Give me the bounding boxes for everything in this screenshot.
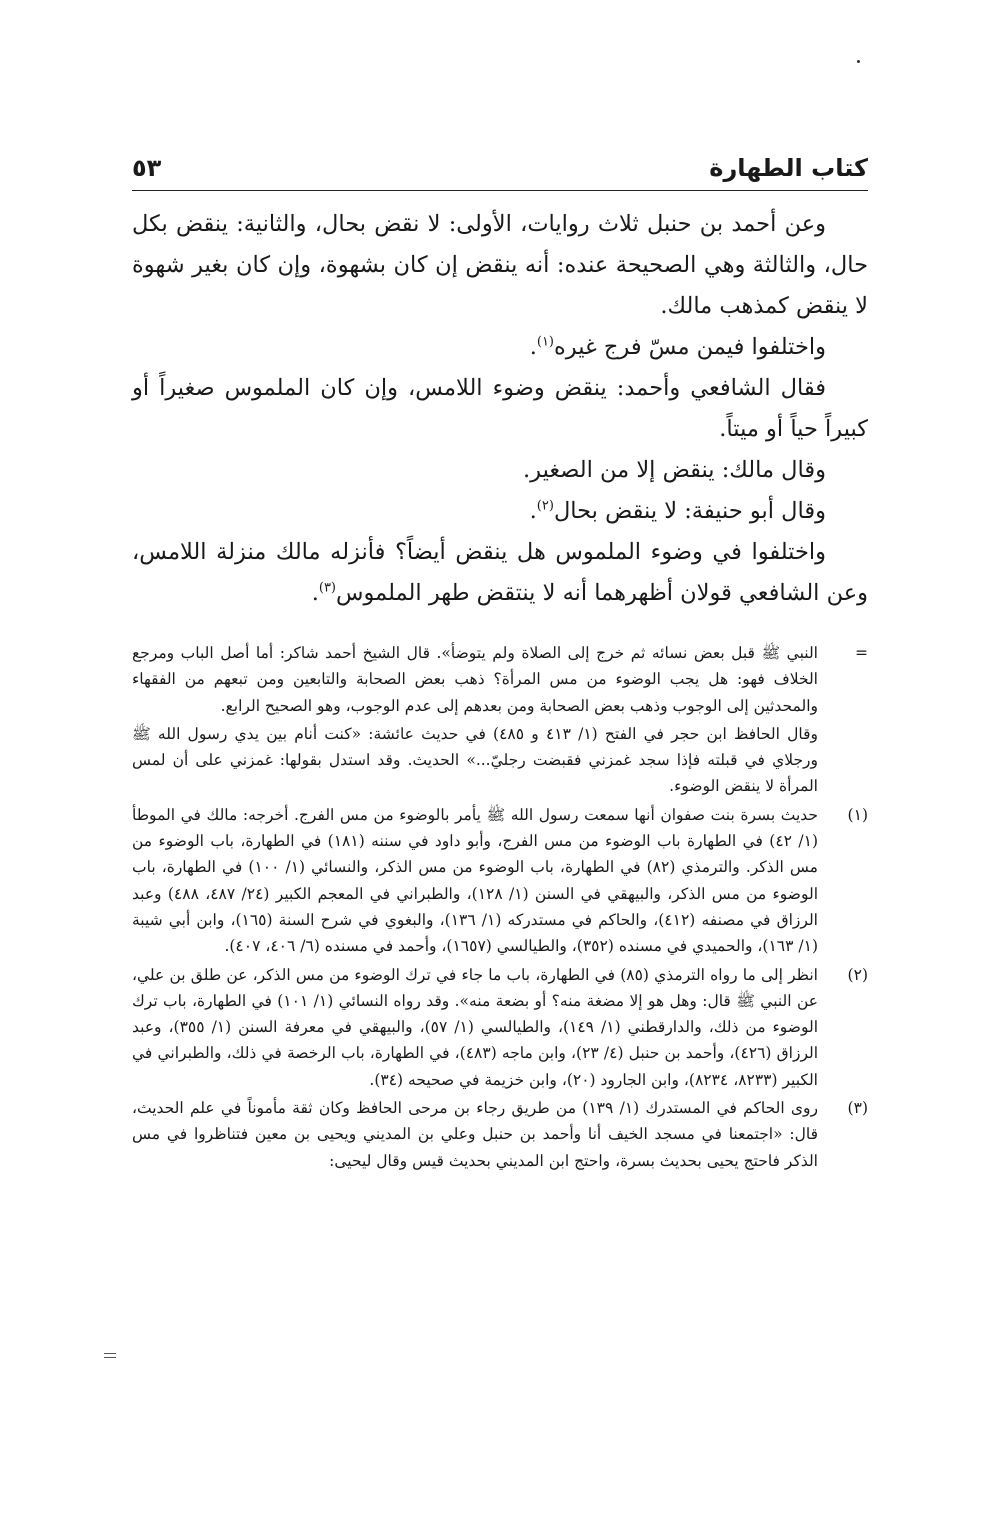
footnote-2 bbox=[132, 962, 868, 1093]
main-paragraph-4: وقال مالك: ينقض إلا من الصغير. bbox=[523, 457, 826, 483]
footnote-text: روى الحاكم في المستدرك (١/ ١٣٩) من طريق رجاء بن مرحى الحافظ وكان ثقة مأموناً في علم الحديث، قال: «اجتمعنا في مسجد الخيف أنا وأحمد بن حنبل وعلي بن المديني ويحيى بن معين فتناظروا في مس الذكر فاحتج يحيى بحديث بسرة، واحتج ابن المديني بحديث قيس وقال ليحيى: bbox=[132, 1099, 818, 1170]
footnote-text: حديث بسرة بنت صفوان أنها سمعت رسول الله ﷺ يأمر بالوضوء من مس الفرج. أخرجه: مالك في الموطأ (١/ ٤٢) في الطهارة باب الوضوء من مس الفرج، وأبو داود في سننه (١٨١) في الطهارة، باب الوضوء من مس الذكر. والترمذي (٨٢) في الطهارة، باب الوضوء من مس الذكر، والنسائي (١/ ١٠٠) في الطهارة، باب الوضوء من مس الذكر، والبيهقي في السنن (١/ ١٢٨)، والطبراني في المعجم الكبير (٢٤/ ٤٨٧، ٤٨٨) وعبد الرزاق في مصنفه (٤١٢)، والحاكم في مستدركه (١/ ١٣٦)، والبغوي في شرح السنة (١٦٥)، وابن أبي شيبة (١/ ١٦٣)، والحميدي في مسنده (٣٥٢)، والطيالسي (١٦٥٧)، وأحمد في مسنده (٦/ ٤٠٦، ٤٠٧). bbox=[132, 805, 819, 956]
footnote-number: (٣) bbox=[847, 1099, 868, 1118]
footnote-1 bbox=[132, 802, 868, 960]
continuation-mark-bottom bbox=[104, 1353, 116, 1361]
footnote-number: (٢) bbox=[847, 965, 868, 984]
continuation-mark: = bbox=[855, 644, 868, 662]
footnote-text: انظر إلى ما رواه الترمذي (٨٥) في الطهارة، باب ما جاء في ترك الوضوء من مس الذكر، عن طلق بن علي، عن النبي ﷺ قال: وهل هو إلا مضغة منه؟ أو بضعة منه». وقد رواه النسائي (١/ ١٠١) في الطهارة، باب ترك الوضوء من ذلك، والدارقطني (١/ ١٤٩)، والطيالسي (١/ ٥٧)، والبيهقي في معرفة السنن (١/ ٣٥٥)، وعبد الرزاق (٤٢٦)، وأحمد بن حنبل (٤/ ٢٣)، وابن ماجه (٤٨٣)، في الطهارة، باب الرخصة في ذلك، والطبراني في الكبير (٨٢٣٣، ٨٢٣٤)، وابن الجارود (٢٠)، وابن خزيمة في صحيحه (٣٤). bbox=[132, 965, 819, 1089]
end-dot: . bbox=[311, 580, 319, 606]
end-dot: . bbox=[529, 498, 537, 524]
end-dot: . bbox=[529, 334, 537, 360]
footnote-ref-2: (٢) bbox=[536, 498, 554, 514]
main-paragraph-5-text: وقال أبو حنيفة: لا ينقض بحال bbox=[553, 498, 826, 524]
footnote-continuation bbox=[132, 640, 868, 800]
footnote-ref-1: (١) bbox=[536, 334, 554, 350]
footnotes bbox=[132, 640, 868, 1176]
continuation-paragraph-1: النبي ﷺ قبل بعض نسائه ثم خرج إلى الصلاة ولم يتوضأ». قال الشيخ أحمد شاكر: أما أصل الباب ومرجع الخلاف فهو: هل يجب الوضوء من مس المرأة؟ ذهب بعض الصحابة والتابعين ومن تبعهم من الفقهاء والمحدثين إلى الوجوب وذهب بعض الصحابة ومن بعدهم إلى عدم الوجوب، وهو الصحيح الرابع. bbox=[132, 644, 818, 715]
chapter-title: كتاب الطهارة bbox=[709, 154, 868, 182]
main-text bbox=[132, 204, 868, 614]
main-paragraph-2 bbox=[132, 327, 868, 368]
main-paragraph-5 bbox=[132, 491, 868, 532]
main-paragraph-6 bbox=[132, 532, 868, 614]
main-paragraph-3: فقال الشافعي وأحمد: ينقض وضوء اللامس، وإن كان الملموس صغيراً أو كبيراً حياً أو ميتاً. bbox=[132, 375, 868, 442]
footnote-number: (١) bbox=[847, 805, 868, 824]
page-number: ٥٣ bbox=[132, 154, 162, 182]
main-paragraph-6-text: واختلفوا في وضوء الملموس هل ينقض أيضاً؟ فأنزله مالك منزلة اللامس، وعن الشافعي قولان أظهرهما أنه لا ينتقض طهر الملموس bbox=[132, 539, 868, 606]
main-paragraph-1: وعن أحمد بن حنبل ثلاث روايات، الأولى: لا نقض بحال، والثانية: ينقض بكل حال، والثالثة وهي الصحيحة عنده: أنه ينقض إن كان بشهوة، وإن كان بغير شهوة لا ينقض كمذهب مالك. bbox=[132, 211, 868, 319]
footnote-3 bbox=[132, 1095, 868, 1174]
main-paragraph-2-text: واختلفوا فيمن مسّ فرج غيره bbox=[554, 334, 826, 360]
continuation-paragraph-2: وقال الحافظ ابن حجر في الفتح (١/ ٤١٣ و ٤٨٥) في حديث عائشة: «كنت أنام بين يدي رسول الله ﷺ ورجلاي في قبلته فإذا سجد غمزني فقبضت رجليّ...» الحديث. وقد استدل بقولها: غمزني على أن لمس المرأة لا ينقض الوضوء. bbox=[132, 724, 818, 796]
page-header bbox=[132, 150, 868, 191]
footnote-ref-3: (٣) bbox=[318, 580, 336, 596]
stray-dot bbox=[857, 60, 860, 63]
